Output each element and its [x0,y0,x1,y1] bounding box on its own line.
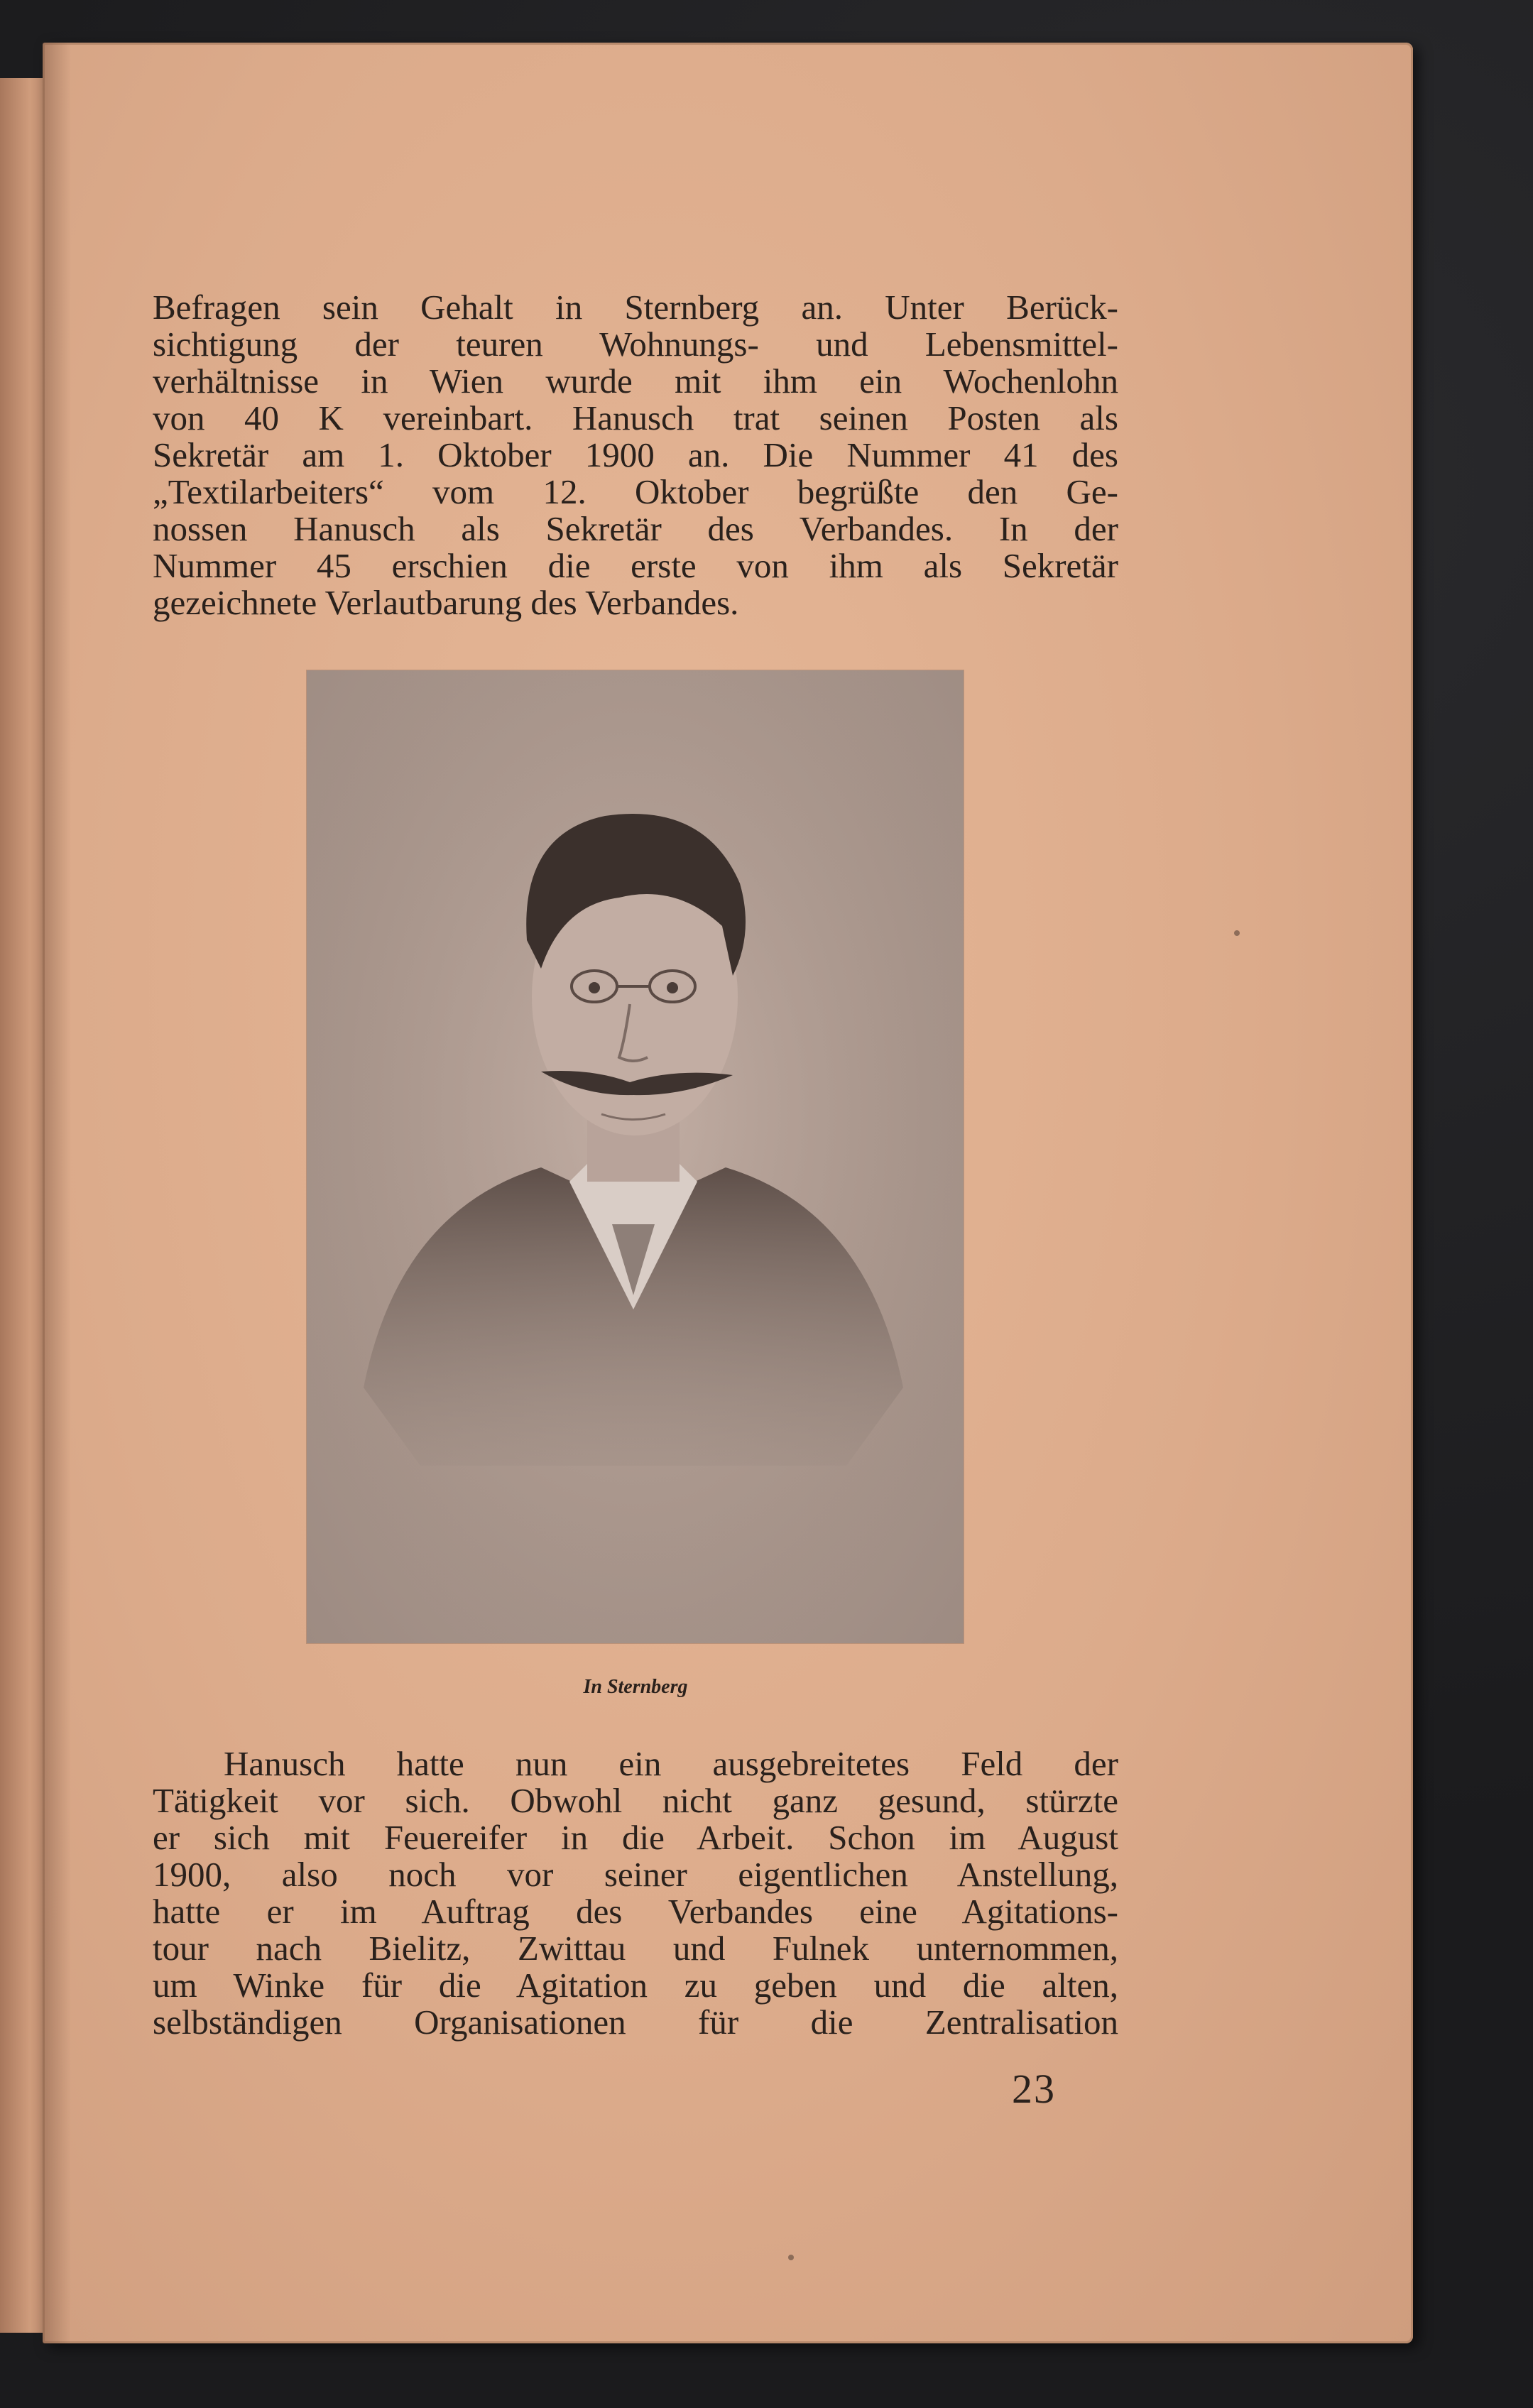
portrait-image [307,670,964,1643]
page-gutter-shadow [43,43,71,2343]
paragraph-1 [153,289,1118,621]
text-line: Nummer 45 erschien die erste von ihm als Sekretär [153,546,1118,585]
text-line: selbständigen Organisationen für die Zentralisation [153,2003,1118,2042]
paper-speck [1234,930,1240,936]
text-line: „Textilarbeiters“ vom 12. Oktober begrüßte den Ge- [153,472,1118,511]
paragraph-2 [153,1745,1118,2041]
text-line: tour nach Bielitz, Zwittau und Fulnek unternommen, [153,1929,1118,1968]
text-line: Sekretär am 1. Oktober 1900 an. Die Nummer 41 des [153,435,1118,474]
page-number: 23 [1012,2066,1056,2112]
text-line: Befragen sein Gehalt in Sternberg an. Unter Berück- [153,288,1118,327]
text-line: 1900, also noch vor seiner eigentlichen Anstellung, [153,1855,1118,1894]
photo-caption: In Sternberg [583,1676,688,1698]
text-line: gezeichnete Verlautbarung des Verbandes. [153,583,739,622]
text-line: verhältnisse in Wien wurde mit ihm ein Wochenlohn [153,361,1118,401]
text-line: um Winke für die Agitation zu geben und die alten, [153,1966,1118,2005]
paper-speck [788,2255,794,2260]
text-line: hatte er im Auftrag des Verbandes eine Agitations- [153,1892,1118,1931]
text-line: Tätigkeit vor sich. Obwohl nicht ganz gesund, stürzte [153,1781,1118,1820]
text-line: von 40 K vereinbart. Hanusch trat seinen Posten als [153,398,1118,437]
text-line: sichtigung der teuren Wohnungs- und Lebensmittel- [153,325,1118,364]
text-line: nossen Hanusch als Sekretär des Verbandes. In der [153,509,1118,548]
text-line: er sich mit Feuereifer in die Arbeit. Schon im August [153,1818,1118,1857]
portrait-photo [307,670,964,1643]
text-line: Hanusch hatte nun ein ausgebreitetes Feld der [224,1744,1118,1783]
